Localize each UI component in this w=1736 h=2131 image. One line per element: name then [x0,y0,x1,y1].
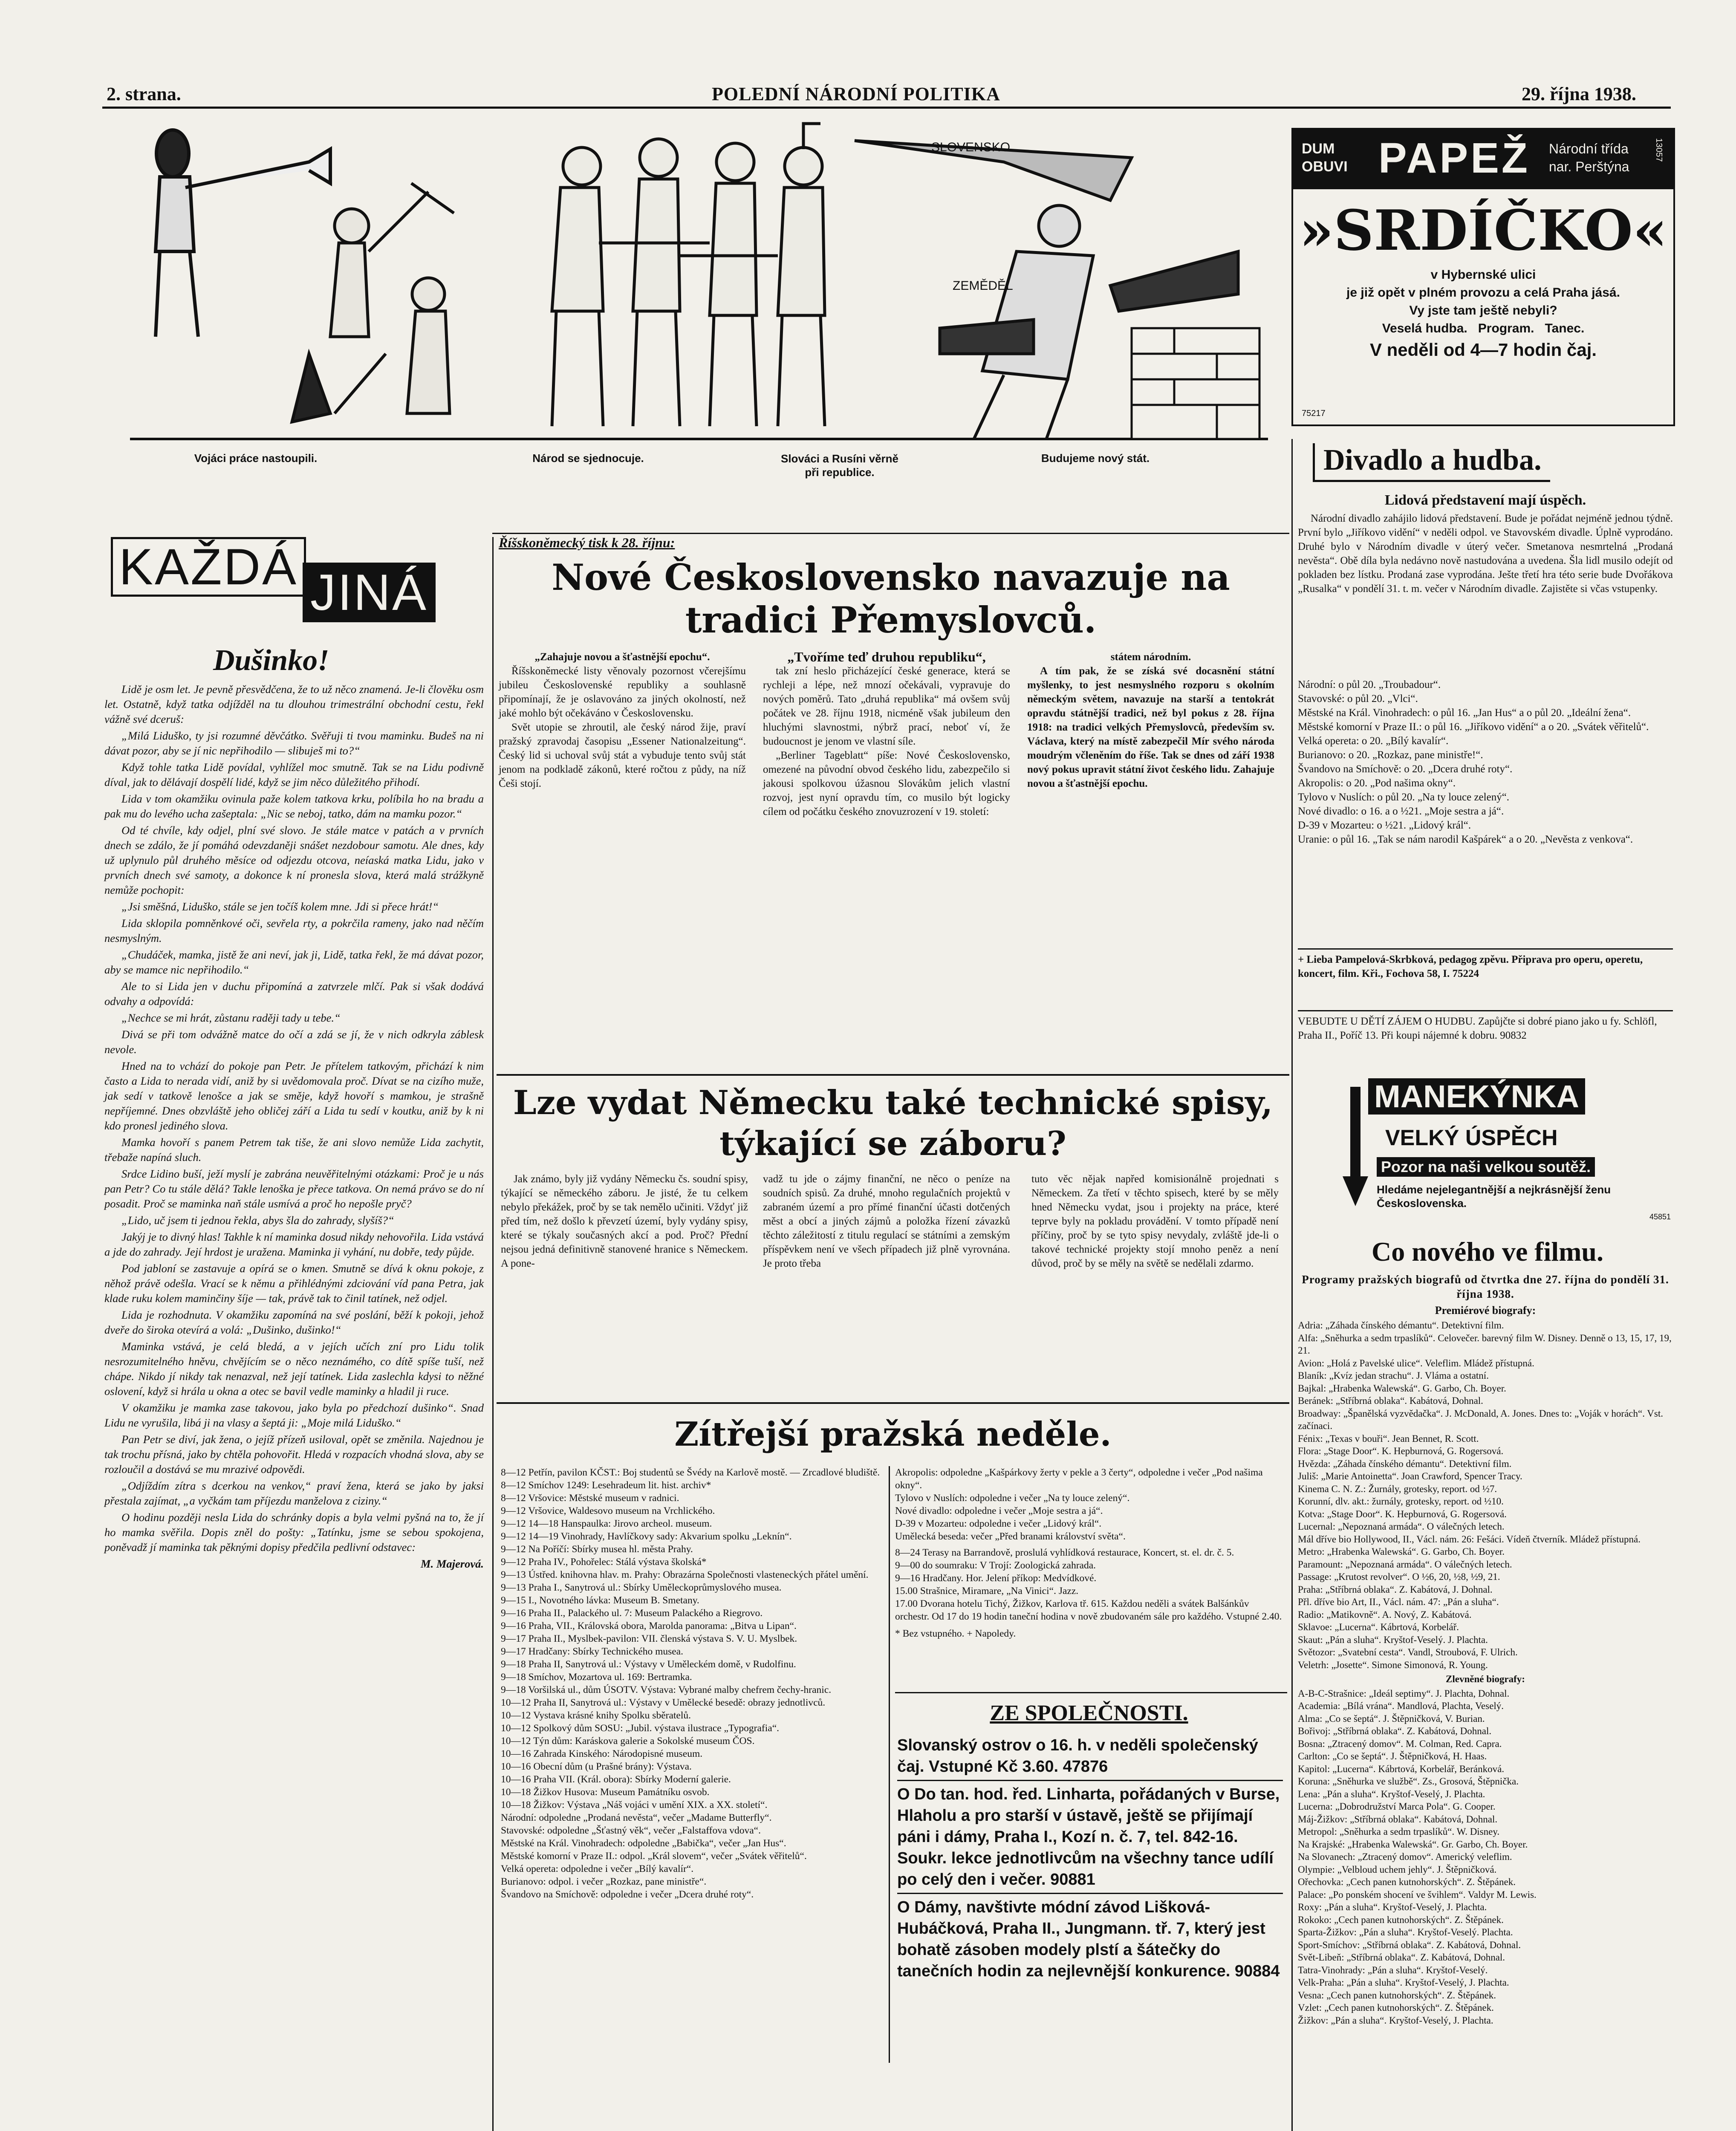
divadlo-item: Nové divadlo: o 16. a o ½21. „Moje sestra a já“. [1298,806,1504,817]
srdicko-line: je již opět v plném provozu a celá Praha jásá. [1346,286,1620,300]
film-item: Avion: „Holá z Pavelské ulice“. Veleflim. Mládež přístupná. [1298,1357,1534,1369]
nedele-item: 8—12 Smíchov 1249: Lesehradeum lit. hist. archiv* [501,1480,711,1491]
divadlo-list [1298,678,1673,846]
nedele-item: 10—18 Žižkov Husova: Museum Památníku osvob. [501,1787,710,1798]
nedele-item: 9—18 Voršilská ul., dům ÚSOTV. Výstava: Vybrané malby chefrem čechy-hranic. [501,1684,832,1695]
nedele-item: 8—12 Vršovice: Městské museum v radnici. [501,1493,679,1504]
cartoon-illustration [130,115,1268,452]
manekynka-ad [1343,1078,1675,1223]
divadlo-item: Tylovo v Nuslích: o půl 20. „Na ty louce zelený“. [1298,791,1510,803]
film-item: Kapitol: „Lucerna“. Kábrtová, Korbelář, Beránková. [1298,1763,1505,1774]
film-item: Ořechovka: „Cech panen kutnohorských“. Z. Štěpánek. [1298,1877,1516,1887]
nedele-item: 9—18 Smíchov, Mozartova ul. 169: Bertramka. [501,1672,692,1683]
papez-ref: 13057 [1654,138,1664,162]
story-paragraph: Pan Petr se diví, jak žena, o jejíž přízeň usiloval, opět se změnila. Najednou je tak trochu přísná, jako by chtěla pohovořit. Hledá v rozpacích vhodná slova, aby se rozloučil a dostává se mu mrazivé odpovědi. [104,1433,484,1476]
rise-paragraph: tak zní heslo přicházející české generace, která se rychleji a lépe, než mnozí očekávali, vypravuje do nových poměrů. Tato „druhá republika“ má ovšem svůj počátek ve 28. říjnu 1918, nicméně však jubileum den hluchými slavnostmi, nýbrž prací, neboť ví, že budoucnost je jenom ve vlastní síle. [763,665,1010,747]
nedele-item: 9—12 14—19 Vinohrady, Havlíčkovy sady: Akvarium spolku „Leknín“. [501,1531,792,1542]
divadlo-title: Divadlo a hudba. [1313,443,1550,482]
story-paragraph: O hodinu později nesla Lida do schránky dopis a byla velmi pyšná na to, že jí ho mamka svěřila. Dopis zněl do pošty: „Tatínku, jsme se sebou spokojena, poněvadž jí maminka tak pěknými dopisy předčila pedlivní odstavec: [104,1511,484,1553]
rise-subhead: státem národním. [1110,651,1191,663]
film-item: Sparta-Žižkov: „Pán a sluha“. Kryštof-Veselý. Plachta. [1298,1927,1513,1938]
jina-logo-text: JINÁ [303,563,436,622]
cartoon-caption-4: Budujeme nový stát. [1041,452,1150,465]
divadlo-item: Švandovo na Smíchově: o 20. „Dcera druhé roty“. [1298,763,1513,775]
divadlo-item: Akropolis: o 20. „Pod našima okny“. [1298,777,1456,789]
film-item: Praha: „Stříbrná oblaka“. Z. Kabátová, J. Dohnal. [1298,1584,1493,1595]
kazda-jina-logo [102,528,477,639]
rise-paragraph: Svět utopie se zhroutil, ale český národ žije, praví pražský zpravodaj časopisu „Essener Nationalzeitung“. Český lid si uchoval svůj stát a vybuduje tento svůj stát jenom na podkladě zákonů, které ročtou z půdy, na níž Češi stojí. [499,722,746,789]
divadlo-item: Národní: o půl 20. „Troubadour“. [1298,679,1441,690]
film-item: Alfa: „Sněhurka a sedm trpaslíků“. Celovečer. barevný film W. Disney. Denně o 13, 15, 17, 19, 21. [1298,1332,1672,1356]
film-item: A-B-C-Strašnice: „Ideál septimy“. J. Plachta, Dohnal. [1298,1688,1510,1699]
srdicko-line: Vy jste tam ještě nebyli? [1409,303,1557,318]
divadlo-item: Stavovské: o půl 20. „Vlci“. [1298,693,1418,705]
nedele-item: 17.00 Dvorana hotelu Tichý, Žižkov, Karlova tř. 615. Každou neděli a svátek Balšánkův orchestr. Od 17 do 19 hodin taneční hodina v nově zbudovaném sále pro každého. Vstupné 2.40. [895,1598,1282,1622]
divadlo-item: Velká opereta: o 20. „Bílý kavalír“. [1298,735,1449,747]
nedele-item: 9—18 Praha II, Sanytrová ul.: Výstavy v Uměleckém domě, v Rudolfinu. [501,1659,796,1670]
srdicko-ad [1291,128,1675,426]
film-item: Juliš: „Marie Antoinetta“. Joan Crawford, Spencer Tracy. [1298,1471,1522,1481]
film-sub: Programy pražských biografů od čtvrtka dne 27. října do pondělí 31. října 1938. [1302,1273,1669,1300]
svg-text:ZEMĚDĚL: ZEMĚDĚL [953,279,1013,293]
rise-columns [499,650,1283,1025]
srdicko-ref: 75217 [1302,409,1326,418]
nedele-item: Švandovo na Smíchově: odpoledne i večer „Dcera druhé roty“. [501,1889,754,1900]
film-item: Palace: „Po ponském shocení ve švihlem“. Valdyr M. Lewis. [1298,1889,1537,1900]
film-item: Skaut: „Pán a sluha“. Kryštof-Veselý. J. Plachta. [1298,1634,1488,1645]
film-item: Veletrh: „Josette“. Simone Simonová, R. Young. [1298,1659,1488,1670]
nedele-item: 9—00 do soumraku: V Trojí: Zoologická zahrada. [895,1560,1096,1571]
film-item: Adria: „Záhada čínského démantu“. Detektivní film. [1298,1320,1504,1331]
film-item: Tatra-Vinohrady: „Pán a sluha“. Kryštof-Veselý. [1298,1964,1488,1975]
kazda-logo-text: KAŽDÁ [111,537,306,597]
nedele-headline: Zítřejší pražská neděle. [674,1415,1112,1454]
rise-subhead: „Tvoříme teď druhou republiku“, [787,649,986,664]
film-item: Academia: „Bílá vrána“. Mandlová, Plachta, Veselý. [1298,1701,1504,1711]
arrow-down-icon [1343,1087,1368,1206]
film-item: Olympie: „Velbloud uchem jehly“. J. Štěpničková. [1298,1864,1497,1875]
nedele-item: 10—16 Obecní dům (u Prašné brány): Výstava. [501,1761,692,1772]
divadlo-rule [1298,948,1673,950]
papez-address: Národní třída nar. Perštýna [1549,141,1629,174]
divadlo-item: Burianovo: o 20. „Rozkaz, pane ministře!“. [1298,749,1483,761]
story-paragraph: Srdce Lidino buší, ježí myslí je zabrána neuvěřitelnými otázkami: Proč je u nás pan Petr? Co tu stále dělá? Takle lenoška je přece tatkova. On nemá právo se do ní posadit. Proč se maminka naň stále usmívá a proč ho nepošle pryč? [104,1167,484,1210]
film-item: Hvězda: „Záhada čínského démantu“. Detektivní film. [1298,1458,1512,1469]
nedele-item: 9—12 Na Poříčí: Sbírky musea hl. města Prahy. [501,1544,693,1555]
nedele-item: Burianovo: odpol. i večer „Rozkaz, pane ministře“. [501,1876,707,1887]
spolecnost-item: O Do tan. hod. řed. Linharta, pořádaných v Burse, Hlaholu a pro starší v ústavě, ještě se přijímají páni i dámy, Praha I., Kozí n. č. 7, tel. 842-16. Soukr. lekce jednotlivcům na všechny tance udílí po celý den i večer. 90881 [897,1781,1283,1894]
film-item: Svět-Libeň: „Stříbrná oblaka“. Z. Kabátová, Dohnal. [1298,1952,1505,1963]
story-paragraph: Lida je rozhodnuta. V okamžiku zapomíná na své poslání, běží k pokoji, jehož dveře do široka otevírá a volá: „Dušinko, dušinko!“ [104,1308,484,1336]
film-title: Co nového ve filmu. [1372,1236,1603,1267]
story-paragraph: Maminka vstává, je celá bledá, a v jejích učích zní pro Lidu tolik nesrozumitelného hněvu, chvějícím se o něco neznámého, co dítě spíše tuší, než chápe. Nikdo jí nikdy tak nenazval, než její tatínek. Lida zaslechla kdysi to něžné oslovení, když si hrála u okna a otec se bavil vedle maminky a hladil ji ruce. [104,1340,484,1398]
nemecko-headline: Lze vydat Německu také technické spisy, týkající se záboru? [513,1083,1273,1163]
film-item: Máj-Žižkov: „Stříbrná oblaka“. Kabátová, Dohnal. [1298,1813,1498,1825]
film-item: Blaník: „Kvíz jedan strachu“. J. Vláma a ostatní. [1298,1370,1489,1381]
manekynka-title: MANEKÝNKA [1368,1078,1585,1115]
film-item: Broadway: „Španělská vyzvědačka“. J. McDonald, A. Jones. Dnes to: „Voják v horách“. Vst. začínaci. [1298,1408,1663,1431]
nedele-item: 10—12 Týn dům: Karáskova galerie a Sokolské museum ČOS. [501,1735,755,1747]
story-paragraph: „Milá Liduško, ty jsi rozumné děvčátko. Svěřuji ti tvou maminku. Budeš na ni dávat pozor, aby se jí nic nepřihodilo — slibuješ mi to?“ [104,729,484,757]
film-item: Alma: „Co se šeptá“. J. Štěpničková, V. Burian. [1298,1713,1485,1724]
dum-obuvi-label: DUM OBUVI [1302,141,1348,175]
nemecko-col-3: tuto věc nějak napřed komisionálně projednati s Německem. Za třetí v těchto spisech, které by se měly hned Německu vydat, jsou i projekty na práce, které teprve byly na pokladu provádění. V tomto případě není příčiny, proč by se tyto spisy nevydaly, zvláště jde-li o takové technické projekty stojí mnoho peněz a není důvod, proč by se měly na světě se nedělali zdarmo. [1031,1173,1279,1269]
film-item: Lucernal: „Nepoznaná armáda“. O válečných letech. [1298,1521,1505,1532]
nedele-item: Národní: odpoledne „Prodaná nevěsta“, večer „Madame Butterfly“. [501,1812,772,1823]
manekynka-ref: 45851 [1649,1213,1671,1221]
rise-kicker: Říšskoněmecký tisk k 28. říjnu: [499,535,675,550]
nedele-item: 9—16 Praha, VII., Královská obora, Marolda panorama: „Bitva u Lipan“. [501,1620,797,1631]
divadlo-ad-2: VEBUDTE U DĚTÍ ZÁJEM O HUDBU. Zapůjčte si dobré piano jako u fy. Schlöfl, Praha II., Poříč 13. Při koupi nájemné k dobru. 90832 [1298,1016,1657,1041]
film-item: Bosna: „Ztracený domov“. M. Colman, Red. Capra. [1298,1738,1502,1749]
nedele-item: 15.00 Strašnice, Miramare, „Na Vinici“. Jazz. [895,1585,1079,1597]
film-item: Velk-Praha: „Pán a sluha“. Kryštof-Veselý, J. Plachta. [1298,1977,1509,1988]
nedele-item: 9—13 Ústřed. knihovna hlav. m. Prahy: Obrazárna Společnosti vlasteneckých přátel umění. [501,1569,869,1580]
brick-wall [1132,328,1259,439]
story-paragraph: „Chudáček, mamka, jistě že ani neví, jak ji, Lidě, tatka řekl, že má dávat pozor, aby se mamce nic nepřihodilo.“ [104,948,484,976]
film-item: Mál dříve bio Hollywood, II., Václ. nám. 26: Fešáci. Vídeň čtverník. Mládež přístupná. [1298,1533,1641,1545]
film-list-premiere [1298,1319,1673,2027]
nedele-item: 9—16 Praha II., Palackého ul. 7: Museum Palackého a Riegrovo. [501,1608,763,1619]
issue-date: 29. října 1938. [1522,84,1636,104]
rise-subhead: „Zahajuje novou a šťastnější epochu“. [534,651,710,663]
nedele-item: Tylovo v Nuslích: odpoledne i večer „Na ty louce zelený“. [895,1493,1130,1504]
film-item: Lena: „Pán a sluha“. Kryštof-Veselý, J. Plachta. [1298,1788,1485,1799]
divadlo-sub: Lidová představení mají úspěch. [1384,492,1586,508]
nedele-item: Umělecká beseda: večer „Před branami království světa“. [895,1531,1126,1542]
cartoon-drawing [130,115,1268,452]
film-item: Flora: „Stage Door“. K. Hepburnová, G. Rogersová. [1298,1446,1504,1456]
spolecnost-item: O Dámy, navštivte módní závod Lišková-Hubáčková, Praha II., Jungmann. tř. 7, který jest bohatě zásoben modely plstí a šátečky do tanečních hodin za nejlevnější konkurence. 90884 [897,1898,1280,1980]
srdicko-line: Veselá hudba. Program. Tanec. [1382,321,1585,335]
film-label: Premiérové biografy: [1435,1304,1536,1317]
story-paragraph: „Lido, uč jsem ti jednou řekla, abys šla do zahrady, slyšíš?“ [121,1214,394,1227]
nedele-item: * Bez vstupného. + Napoledy. [895,1628,1016,1639]
nedele-item: Městské na Král. Vinohradech: odpoledne „Babička“, večer „Jan Hus“. [501,1838,786,1849]
story-paragraph: Hned na to vchází do pokoje pan Petr. Je přítelem tatkovým, přichází k nim často a Lida to nerada vidí, aniž by si uvědomovala proč. Dívat se na cizího muže, jak sedí v tatkově lenošce a jak se směje, když hovoří s mamkou, je strašně nepříjemné. Dnes obzvláště jeho obličej září a Lida tu sedí v koutku, aniž by k ni kdo pronesl jediného slova. [104,1060,484,1132]
film-item: Bořivoj: „Stříbrná oblaka“. Z. Kabátová, Dohnal. [1298,1726,1492,1736]
divadlo-item: Uranie: o půl 16. „Tak se nám narodil Kašpárek“ a o 20. „Nevěsta z venkova“. [1298,834,1633,845]
spolecnost-title: ZE SPOLEČNOSTI. [990,1701,1188,1725]
kazda-story [104,682,484,1573]
nedele-item: 9—13 Praha I., Sanytrová ul.: Sbírky Uměleckoprůmyslového musea. [501,1582,782,1593]
film-item: Metro: „Hrabenka Walewská“. G. Garbo, Ch. Boyer. [1298,1546,1505,1557]
film-item: Přl. dříve bio Art, II., Václ. nám. 47: „Pán a sluha“. [1298,1597,1499,1607]
story-paragraph: „Odjíždím zítra s dcerkou na venkov,“ praví žena, která se jako by jaksi přestala zajímat, „a vyčkám tam příjezdu manželova z ciziny.“ [104,1479,484,1507]
nedele-right [895,1466,1283,1640]
nemecko-col-1: Jak známo, byly již vydány Německu čs. soudní spisy, týkající se německého záboru. Je jisté, že tu celkem nebylo překážek, proč by se tak nemělo učiniti. Vždyť již před tím, než došlo k převzetí území, byly vydány spisy, které se týkaly současných akcí a pod. Proč? Přední nejsou jedná definitivně stanovené hranice s Německem. A pone- [501,1173,748,1269]
nedele-item: Stavovské: odpoledne „Šťastný věk“, večer „Falstaffova vdova“. [501,1825,761,1836]
story-author: M. Majerová. [421,1557,484,1570]
film-item: Sport-Smíchov: „Stříbrná oblaka“. Z. Kabátová, Dohnal. [1298,1939,1521,1950]
section-rule [895,1692,1287,1693]
film-item: Paramount: „Nepoznaná armáda“. O válečných letech. [1298,1559,1512,1570]
spolecnost-list [897,1735,1283,1982]
column-rule [1291,439,1293,2131]
nedele-item: 9—17 Hradčany: Sbírky Technického musea. [501,1646,683,1657]
film-item: Vzlet: „Cech panen kutnohorských“. Z. Štěpánek. [1298,2002,1494,2013]
film-item: Kotva: „Stage Door“. K. Hepburnová, G. Rogersová. [1298,1508,1507,1519]
column-rule [492,537,494,2131]
film-item: Metropol: „Sněhurka a sedm trpaslíků“. W. Disney. [1298,1826,1500,1837]
film-item: Korunní, dlv. akt.: žurnály, grotesky, report. od ½10. [1298,1496,1504,1507]
papez-banner [1293,130,1673,189]
story-paragraph: V okamžiku je mamka zase takovou, jako byla po předchozí dušinko“. Snad Lidu ne vyrušila, libá ji na vlasy a šeptá ji: „Moje milá Liduško.“ [104,1401,484,1429]
story-paragraph: Lida v tom okamžiku ovinula paže kolem tatkova krku, políbila ho na bradu a pak mu do levého ucha zašeptala: „Nic se neboj, tatko, dám na mamku pozor.“ [104,792,484,820]
film-item: Vesna: „Cech panen kutnohorských“. Z. Štěpánek. [1298,1990,1496,2001]
story-paragraph: „Nechce se mi hrát, zůstanu raději tady u tebe.“ [121,1011,341,1024]
film-item: Bajkal: „Hrabenka Walewská“. G. Garbo, Ch. Boyer. [1298,1383,1506,1394]
nedele-left [501,1466,884,1901]
srdicko-title: »SRDÍČKO« [1299,198,1668,263]
film-item: Na Krajské: „Hrabenka Walewská“. Gr. Garbo, Ch. Boyer. [1298,1839,1528,1850]
nedele-item: Městské komorní v Praze II.: odpol. „Král slovem“, večer „Svátek věřitelů“. [501,1851,807,1862]
story-paragraph: Když tohle tatka Lidě povídal, vyhlížel moc smutně. Tak se na Lidu podivně díval, jak to dělávají dospělí lidé, když se jim něco důležitého přihodí. [104,761,484,788]
film-item: Rokoko: „Cech panen kutnohorských“. Z. Štěpánek. [1298,1914,1504,1925]
divadlo-item: Městské na Král. Vinohradech: o půl 16. „Jan Hus“ a o půl 20. „Ideální žena“. [1298,707,1631,719]
section-rule [497,1402,1289,1404]
film-item: Světozor: „Svatební cesta“. Vandl, Stroubová, F. Ulrich. [1298,1647,1518,1657]
story-paragraph: Lidě je osm let. Je pevně přesvědčena, že to už něco znamená. Je-li člověku osm let. Ostatně, když tatka odjížděl na tu dlouhou trimestrální obchodní cestu, řekl vážně své dceruš: [104,683,484,725]
story-paragraph: „Jsi směšná, Liduško, stále se jen točíš kolem mne. Jdi si přece hrát!“ [121,900,439,913]
nedele-item: D-39 v Mozarteu: odpoledne i večer „Lidový král“. [895,1518,1102,1529]
nedele-item: 9—16 Hradčany. Hor. Jelení příkop: Medvídkové. [895,1573,1097,1584]
nedele-item: 10—12 Spolkový dům SOSU: „Jubil. výstava ilustrace „Typografia“. [501,1723,779,1734]
cartoon-caption-3: Slováci a Rusíni věrně při republice. [780,452,898,479]
section-rule [497,1074,1289,1076]
divadlo-item: Městské komorní v Praze II.: o půl 16. „Jiříkovo vidění“ a o 20. „Svátek věřitelů“. [1298,721,1649,733]
masthead: POLEDNÍ NÁRODNÍ POLITIKA [712,84,1000,104]
story-paragraph: Lida sklopila pomněnkové oči, sevřela rty, a pokrčila rameny, jako nad něčím nesmyslným. [104,917,484,944]
nedele-item: 10—12 Vystava krásné knihy Spolku sběratelů. [501,1710,691,1721]
rise-paragraph: A tím pak, že se získá své docasnění státní myšlenky, to jest nesmyslného rozporu s okolním německým světem, navazuje na starší a tentokrát opravdu státnější tradici, než byl pokus z 28. října 1918: na tradici velkých Přemyslovců, především sv. Václava, který na místě zabezpečil Mír svého národa moudrým včleněním do říše. Tak se dnes od září 1938 nový pokus upravit státní život českého lidu. Zahajuje novou a šťastnější epochu. [1027,665,1274,789]
manekynka-sub: VELKÝ ÚSPĚCH [1385,1126,1558,1150]
manekynka-note: Hledáme nejelegantnější a nejkrásnější ženu Československa. [1377,1183,1611,1210]
film-item: Passage: „Krutost revolver“. O ½6, 20, ½8, ½9, 21. [1298,1571,1500,1582]
column-rule [492,533,1289,534]
film-item: Radio: „Matikovně“. A. Nový, Z. Kabátová. [1298,1609,1472,1620]
rise-headline: Nové Československo navazuje na tradici Přemyslovců. [552,556,1230,641]
svg-text:SLOVENSKO: SLOVENSKO [931,140,1011,154]
manekynka-line: Pozor na naši velkou soutěž. [1377,1157,1595,1177]
film-item: Na Slovanech: „Ztracený domov“. Americký veleflim. [1298,1851,1512,1862]
story-paragraph: Ale to si Lida jen v duchu připomíná a zatvrzele mlčí. Pak si však dodává odvahy a odpovídá: [104,980,484,1008]
film-label-2: Zlevněné biografy: [1446,1674,1525,1684]
story-paragraph: Jakýj je to divný hlas! Takhle k ní maminka dosud nikdy nehovořila. Lida vstává a jde do zahrady. Její hrdost je uražena. Maminka ji vyhání, nu dobře, tedy půjde. [104,1230,484,1258]
story-paragraph: Od té chvíle, kdy odjel, plní své slovo. Je stále matce v patách a v prvních dnech se zdálo, že jí pomáhá odevzdaněji snášet nezdobour samotu. Ale dnes, kdy už uplynulo půl druhého měsíce od odjezdu otcova, neíaská matka Lidu, jako v prvních dnech své samoty, a dokonce k ní pronesla slova, která malá strážkyně nemůže pochopit: [104,824,484,896]
nemecko-col-2: vadž tu jde o zájmy finanční, ne něco o peníze na soudních spisů. Za druhé, mnoho regulačních projektů v zabraném území a pro přímé finanční účasti dotčených měst a obcí a jiných zájmů a položka řízení závazků těchto záležitostí z titulu regulací se státními a zemským příspěvkem není ve všech případech již plně vyrovnána. Je proto třeba [763,1173,1010,1269]
nedele-item: 9—12 14—18 Hanspaulka: Jirovo archeol. museum. [501,1518,712,1529]
divadlo-body: Národní divadlo zahájilo lidová představení. Bude je pořádat nejméně jednou týdně. První bylo „Jiříkovo vidění“ v neděli odpol. ve Stavovském divadle. Úplně vyprodáno. Druhé bylo v Národním divadle v úterý večer. Smetanova nesmrtelná „Prodaná nevěsta“. Obě díla byla nedávno nově nastudována a uvedena. Šla lidl musilo odejít od pokladen bez lístku. Prodaná zase vyprodána. Ješte třetí hra této serie bude Dvořákova „Rusalka“ v pondělí 31. t. m. večer v Národním divadle. Zajistěte si včas vstupenky. [1298,513,1673,595]
page-number: 2. strana. [107,84,181,104]
nedele-item: 10—12 Praha II, Sanytrová ul.: Výstavy v Umělecké besedě: obrazy jednotlivců. [501,1697,826,1708]
papez-brand: PAPEŽ [1378,134,1530,182]
rise-paragraph: Říšskoněmecké listy věnovaly pozornost včerejšímu jubileu Československé republiky a souhlasně připomínají, že je oslavováno za jiných okolností, než jaké mohlo být očekáváno v Československu. [499,665,746,719]
nedele-item: Akropolis: odpoledne „Kašpárkovy žerty v pekle a 3 čerty“, odpoledne i večer „Pod našima okny“. [895,1467,1263,1491]
srdicko-line: v Hybernské ulici [1430,268,1536,282]
srdicko-line: V neděli od 4—7 hodin čaj. [1369,340,1597,360]
film-item: Žižkov: „Pán a sluha“. Kryštof-Veselý, J. Plachta. [1298,2015,1493,2026]
story-paragraph: Mamka hovoří s panem Petrem tak tiše, že ani slovo nemůže Lida zachytit, třebaže napíná sluch. [104,1136,484,1164]
column-rule [889,1466,890,2063]
nedele-item: 10—18 Žižkov: Výstava „Náš vojáci v umění XIX. a XX. století“. [501,1799,768,1810]
nedele-item: Velká opereta: odpoledne i večer „Bílý kavalír“. [501,1863,694,1874]
story-paragraph: Divá se při tom odvážně matce do očí a zdá se jí, že v nich odkryla záblesk nevole. [104,1028,484,1056]
nedele-item: Nové divadlo: odpoledne i večer „Moje sestra a já“. [895,1505,1103,1516]
story-paragraph: Pod jabloní se zastavuje a opírá se o kmen. Smutně se dívá k oknu pokoje, z něhož právě odešla. Vrací se k němu a přihlédnými zdciování víd pana Petra, jak klade ruku kolem maminčiny šíje — tak, právě tak to činil tatínek, než odjel. [104,1262,484,1305]
film-item: Roxy: „Pán a sluha“. Kryštof-Veselý, J. Plachta. [1298,1902,1487,1912]
nedele-item: 9—12 Praha IV., Pohořelec: Stálá výstava školská* [501,1556,707,1568]
film-item: Koruna: „Sněhurka ve službě“. Zs., Grosová, Štěpnička. [1298,1776,1519,1787]
spolecnost-item: Slovanský ostrov o 16. h. v neděli společenský čaj. Vstupné Kč 3.60. 47876 [897,1735,1283,1781]
divadlo-rule [1298,1010,1673,1011]
film-item: Carlton: „Co se šeptá“. J. Štěpničková, H. Haas. [1298,1751,1487,1761]
divadlo-ad-1: + Lieba Pampelová-Skrbková, pedagog zpěvu. Připrava pro operu, operetu, koncert, film. Kři., Fochova 58, I. 75224 [1298,954,1643,979]
cartoon-caption-2: Národ se sjednocuje. [532,452,644,465]
nedele-item: 9—12 Vršovice, Waldesovo museum na Vrchlického. [501,1505,715,1516]
nedele-item: 8—12 Petřín, pavilon KČST.: Boj studentů se Švédy na Karlově mostě. — Zrcadlové bludiště. [501,1467,880,1478]
nedele-item: 9—17 Praha II., Myslbek-pavilon: VII. členská výstava S. V. U. Myslbek. [501,1633,797,1644]
film-item: Sklavoe: „Lucerna“. Kábrtová, Korbelář. [1298,1622,1459,1632]
header-rule [102,107,1671,109]
film-item: Kinema C. N. Z.: Žurnály, grotesky, report. od ½7. [1298,1483,1497,1494]
cartoon-caption-1: Vojáci práce nastoupili. [194,452,318,465]
nedele-item: 10—16 Zahrada Kinského: Národopisné museum. [501,1748,703,1759]
divadlo-item: D-39 v Mozarteu: o ½21. „Lidový král“. [1298,820,1471,831]
nedele-item: 10—16 Praha VII. (Král. obora): Sbírky Moderní galerie. [501,1774,731,1785]
rise-paragraph: „Berliner Tageblatt“ píše: Nové Československo, omezené na původní obvod českého lidu, zabezpečilo si jakousi spolkovou úžasnou Slovákům jelich vlastní rozvoj, jest nyní opravdu tím, co musilo být logicky cílem od počátku českého znovuzrození v 19. století: [763,750,1010,817]
nedele-item: 9—15 I., Novotného lávka: Museum B. Smetany. [501,1595,699,1606]
film-item: Fénix: „Texas v bouři“. Jean Bennet, R. Scott. [1298,1433,1479,1444]
film-item: Lucerna: „Dobrodružství Marca Pola“. G. Cooper. [1298,1801,1496,1812]
film-item: Beránek: „Stříbrná oblaka“. Kabátová, Dohnal. [1298,1395,1483,1406]
kazda-title: Dušinko! [213,644,329,677]
nedele-item: 8—24 Terasy na Barrandově, proslulá vyhlídková restaurace, Koncert, st. el. dr. č. 5. [895,1547,1234,1558]
